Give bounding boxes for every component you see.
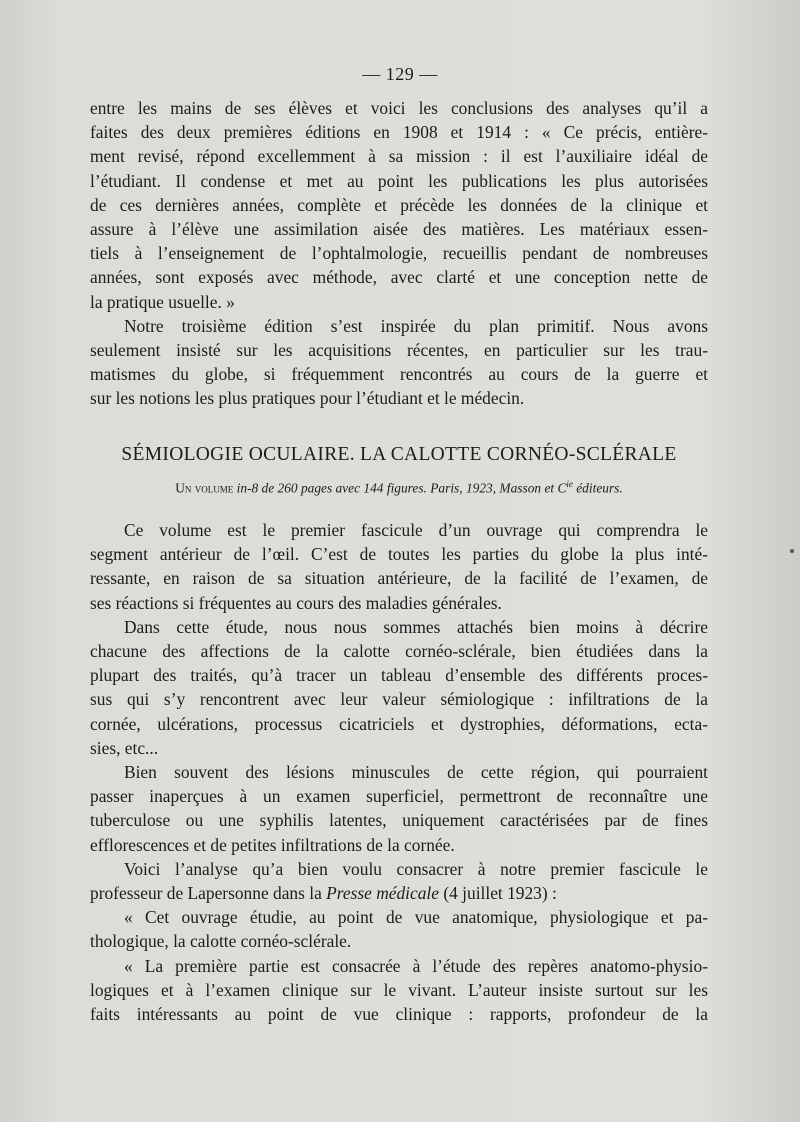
text-line: Voici l’analyse qu’a bien voulu consacrer à notre premier fascicule le <box>124 858 708 879</box>
text-line: Dans cette étude, nous nous sommes attachés bien moins à décrire <box>124 616 708 637</box>
page-number: — 129 — <box>362 64 438 84</box>
text-line: de ces dernières années, complète et précède les données de la clinique et <box>90 194 708 215</box>
subheading-lead: Un volume <box>175 480 234 496</box>
text-line: ressante, en raison de sa situation antérieure, de la facilité de l’examen, de <box>90 568 708 589</box>
paragraph-3 <box>90 518 708 615</box>
text-line: faits intéressants au point de vue clinique : rapports, profondeur de la <box>90 1003 708 1024</box>
text-line <box>90 881 708 905</box>
text-fragment: professeur de Lapersonne dans la <box>90 882 327 903</box>
subheading-tail: éditeurs. <box>572 480 623 496</box>
paragraph-8 <box>90 954 708 1027</box>
paragraph-4 <box>90 615 708 760</box>
text-line: matismes du globe, si fréquemment rencontrés au cours de la guerre et <box>90 364 708 385</box>
text-fragment: (4 juillet 1923) : <box>438 882 557 903</box>
text-line: tuberculose ou une syphilis latentes, uniquement caractérisées par de fines <box>90 810 708 831</box>
text-line: cornée, ulcérations, processus cicatriciels et dystrophies, déformations, ecta- <box>90 713 708 734</box>
text-line: chacune des affections de la calotte cornéo-sclérale, bien étudiées dans la <box>90 640 708 661</box>
book-details <box>90 479 708 496</box>
text-line: années, sont exposés avec méthode, avec clarté et une conception nette de <box>90 267 708 288</box>
text-line: efflorescences et de petites infiltrations de la cornée. <box>90 834 455 855</box>
text-line: « Cet ouvrage étudie, au point de vue anatomique, physiologique et pa- <box>124 907 708 928</box>
text-line: sur les notions les plus pratiques pour l’étudiant et le médecin. <box>90 388 525 409</box>
text-line: la pratique usuelle. » <box>90 291 235 312</box>
text-line: Ce volume est le premier fascicule d’un ouvrage qui comprendra le <box>124 520 708 540</box>
text-line: ses réactions si fréquentes au cours des maladies générales. <box>90 592 502 613</box>
paragraph-1 <box>90 96 708 314</box>
paragraph-6 <box>90 857 708 905</box>
text-line: tiels à l’enseignement de l’ophtalmologie, recueillis pendant de nombreuses <box>90 243 708 264</box>
subheading-superscript: ie <box>566 479 573 489</box>
text-line: assure à l’élève une assimilation aisée des matières. Les matériaux essen- <box>90 218 708 239</box>
text-line: logiques et à l’examen clinique sur le vivant. L’auteur insiste surtout sur les <box>90 979 708 1000</box>
paragraph-7 <box>90 905 708 953</box>
text-line: l’étudiant. Il condense et met au point les publications les plus autorisées <box>90 170 708 191</box>
text-line: Notre troisième édition s’est inspirée du plan primitif. Nous avons <box>124 315 708 336</box>
text-line: ment revisé, répond excellemment à sa mission : il est l’auxiliaire idéal de <box>90 146 708 167</box>
text-line: thologique, la calotte cornéo-sclérale. <box>90 931 352 952</box>
text-line: segment antérieur de l’œil. C’est de toutes les parties du globe la plus inté- <box>90 544 708 565</box>
paragraph-5 <box>90 760 708 857</box>
text-line: sies, etc... <box>90 737 159 758</box>
text-line: « La première partie est consacrée à l’étude des repères anatomo-physio- <box>124 955 708 976</box>
paragraph-2 <box>90 314 708 411</box>
text-line: passer inaperçues à un examen superficiel, permettront de reconnaître une <box>90 786 708 807</box>
margin-speck <box>790 549 794 553</box>
text-line: faites des deux premières éditions en 1908 et 1914 : « Ce précis, entière- <box>90 122 708 143</box>
text-line: plupart des traités, qu’à tracer un tableau d’ensemble des différents proces- <box>90 665 708 686</box>
text-line: seulement insisté sur les acquisitions récentes, en particulier sur les trau- <box>90 339 708 360</box>
text-line: Bien souvent des lésions minuscules de cette région, qui pourraient <box>124 762 708 782</box>
section-heading: SÉMIOLOGIE OCULAIRE. LA CALOTTE CORNÉO-SCLÉRALE <box>121 444 677 465</box>
text-line: sus qui s’y rencontrent avec leur valeur sémiologique : infiltrations de la <box>90 689 708 710</box>
journal-title: Presse médicale <box>326 882 439 903</box>
subheading-text: in-8 de 260 pages avec 144 figures. Paris, 1923, Masson et C <box>233 480 567 496</box>
text-line: entre les mains de ses élèves et voici les conclusions des analyses qu’il a <box>90 98 708 118</box>
